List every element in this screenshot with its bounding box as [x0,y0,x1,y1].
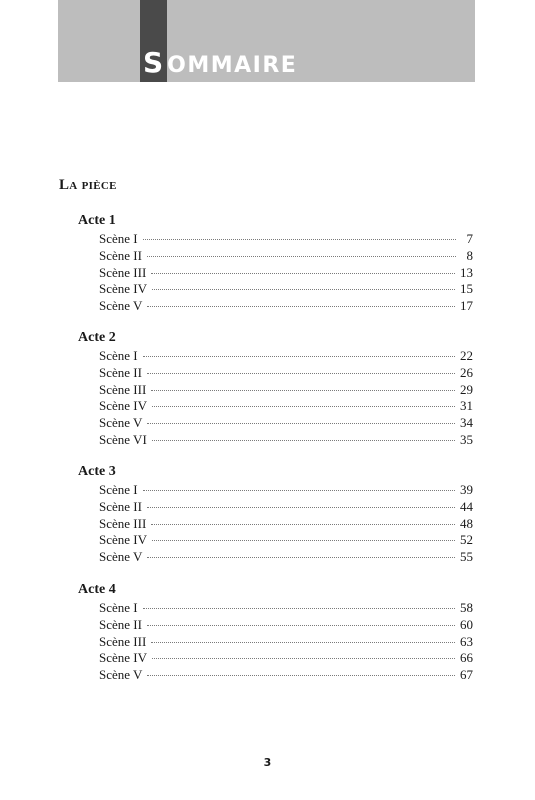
toc-entry [99,398,473,415]
act-heading: Acte 4 [78,582,116,597]
toc-entry [99,265,473,282]
toc-entry-page: 48 [460,515,473,531]
toc-entry-page: 22 [460,348,473,363]
toc-entry [99,298,473,315]
toc-entry [99,600,473,617]
dot-leader [151,390,455,391]
toc-entry-label: Scène II [99,616,142,632]
toc-entry-label: Scène I [99,348,138,363]
dot-leader [147,557,455,558]
dot-leader [147,625,455,626]
dot-leader [152,540,455,541]
page-title-rest: OMMAIRE [167,53,298,78]
page-title [143,46,298,79]
dot-leader [147,306,455,307]
toc-entry-label: Scène III [99,264,147,280]
toc-entry-page: 67 [460,667,473,683]
toc-entry-page: 58 [460,600,473,615]
dot-leader [152,440,455,441]
toc-entry-label: Scène I [99,231,138,246]
toc-entry-page: 7 [466,231,473,246]
toc-entry-label: Scène III [99,515,147,531]
toc-entry [99,231,473,248]
toc-entry-page: 52 [460,532,473,548]
toc-entry-label: Scène V [99,667,143,683]
dot-leader [147,423,455,424]
section-title: La pièce [59,177,117,193]
toc-entry-label: Scène I [99,600,138,615]
toc-entry-page: 60 [460,616,473,632]
toc-entry [99,650,473,667]
dot-leader [151,273,455,274]
dot-leader [147,373,455,374]
page-number: 3 [263,756,272,769]
page-title-initial: S [143,46,168,79]
toc-entry [99,348,473,365]
toc-entry [99,365,473,382]
toc-entry-label: Scène II [99,247,142,263]
dot-leader [152,406,455,407]
act-heading: Acte 2 [78,330,116,345]
toc-entry-label: Scène III [99,633,147,649]
toc-entry [99,549,473,566]
toc-entry [99,634,473,651]
toc-entry [99,532,473,549]
toc-entry-label: Scène IV [99,398,148,414]
toc-entry [99,415,473,432]
toc-entry-page: 34 [460,415,473,431]
toc-entry [99,499,473,516]
toc-entry [99,382,473,399]
toc-entry-label: Scène V [99,415,143,431]
toc-entry-label: Scène IV [99,532,148,548]
toc-entry-label: Scène IV [99,650,148,666]
toc-entry-label: Scène V [99,549,143,565]
dot-leader [143,356,455,357]
toc-entry [99,482,473,499]
dot-leader [143,490,455,491]
toc-entry-page: 55 [460,549,473,565]
toc-entry-page: 26 [460,364,473,380]
toc-entry-page: 39 [460,482,473,497]
toc-entry-page: 66 [460,650,473,666]
dot-leader [151,524,455,525]
toc-entry-label: Scène VI [99,432,147,447]
toc-entry-label: Scène II [99,498,142,514]
toc-entry-label: Scène V [99,298,143,314]
toc-entry-label: Scène II [99,364,142,380]
toc-entry-page: 17 [460,298,473,314]
toc-entry [99,432,473,449]
toc-entry-page: 15 [460,281,473,297]
dot-leader [152,289,455,290]
act-heading: Acte 1 [78,213,116,228]
dot-leader [151,642,455,643]
toc-entry-page: 44 [460,498,473,514]
toc-entry [99,248,473,265]
toc-entry-page: 13 [460,264,473,280]
dot-leader [143,608,455,609]
toc-entry-page: 35 [460,432,473,447]
toc-entry [99,617,473,634]
toc-entry-page: 31 [460,398,473,414]
dot-leader [152,658,455,659]
dot-leader [143,239,456,240]
toc-entry-page: 29 [460,381,473,397]
toc-entry [99,667,473,684]
toc-entry-page: 63 [460,633,473,649]
toc-entry [99,281,473,298]
toc-entry [99,516,473,533]
dot-leader [147,256,456,257]
toc-entry-label: Scène I [99,482,138,497]
toc-entry-page: 8 [466,247,473,263]
dot-leader [147,507,455,508]
toc-entry-label: Scène III [99,381,147,397]
dot-leader [147,675,455,676]
toc-entry-label: Scène IV [99,281,148,297]
act-heading: Acte 3 [78,464,116,479]
